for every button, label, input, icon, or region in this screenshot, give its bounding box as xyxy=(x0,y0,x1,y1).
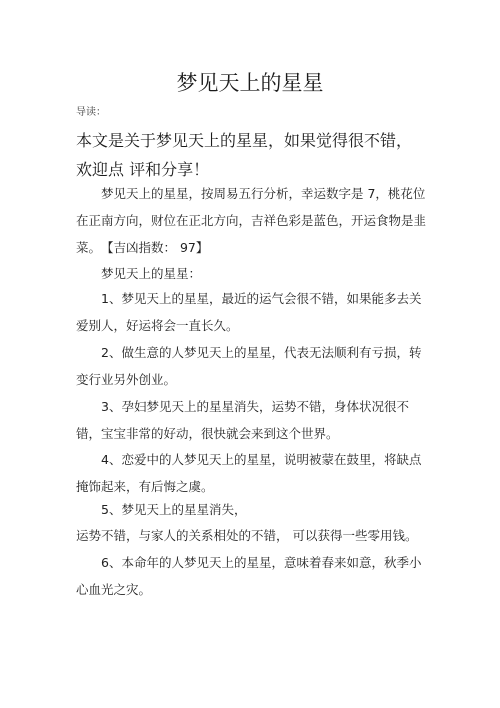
paragraph-item-4: 4、恋爱中的人梦见天上的星星，说明被蒙在鼓里，将缺点掩饰起来，有后悔之虞。 xyxy=(76,452,422,494)
paragraph-item-2: 2、做生意的人梦见天上的星星，代表无法顺利有亏损，转变行业另外创业。 xyxy=(76,345,422,387)
page-title: 梦见天上的星星 xyxy=(176,71,324,95)
intro-text: 本文是关于梦见天上的星星，如果觉得很不错，欢迎点 评和分享！ xyxy=(76,131,413,179)
paragraph-summary: 梦见天上的星星，按周易五行分析，幸运数字是 7，桃花位在正南方向，财位在正北方向，吉祥色彩是蓝色，开运食物是韭菜。 xyxy=(76,186,427,255)
paragraph-item-3: 3、孕妇梦见天上的星星消失，运势不错，身体状况很不错，宝宝非常的好动，很快就会来到这个世界。 xyxy=(76,399,409,441)
paragraph-fortune-index: 【吉凶指数： 97】 xyxy=(101,240,209,255)
paragraph-item-6: 6、本命年的人梦见天上的星星，意味着春来如意，秋季小心血光之灾。 xyxy=(76,555,422,597)
paragraph-item-5-continued: 运势不错，与家人的关系相处的不错， 可以获得一些零用钱。 xyxy=(76,528,418,543)
guide-label: 导读： xyxy=(76,107,106,118)
paragraph-item-1: 1、梦见天上的星星，最近的运气会很不错，如果能多去关爱别人，好运将会一直长久。 xyxy=(76,291,422,333)
paragraph-section-heading: 梦见天上的星星： xyxy=(101,266,202,281)
paragraph-item-5: 5、梦见天上的星星消失， xyxy=(101,502,247,517)
